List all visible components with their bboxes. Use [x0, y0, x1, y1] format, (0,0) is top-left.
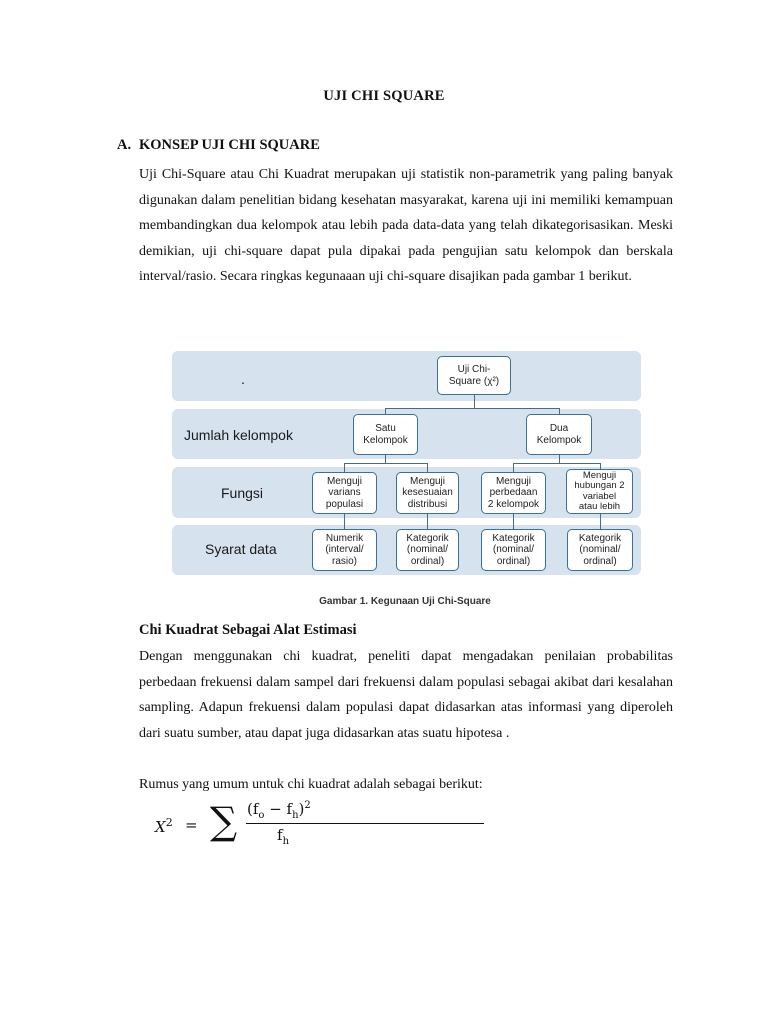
- node-fungsi-1: Menguji varians populasi: [312, 472, 377, 514]
- section-number: A.: [117, 137, 132, 153]
- figure-caption: Gambar 1. Kegunaan Uji Chi-Square: [319, 596, 491, 607]
- node-root: Uji Chi- Square (χ²): [437, 356, 511, 395]
- band-label-fungsi: Fungsi: [221, 485, 264, 501]
- node-syarat-1: Numerik (interval/ rasio): [312, 529, 377, 571]
- subheading: Chi Kuadrat Sebagai Alat Estimasi: [139, 622, 357, 638]
- formula-fraction-bar: [246, 823, 484, 824]
- intro-paragraph: Uji Chi-Square atau Chi Kuadrat merupakan uji statistik non-parametrik yang paling banyak digunakan dalam penelitian bidang kesehatan masyarakat, karena uji ini memiliki kemampuan membandingkan dua kelompok atau lebih pada data-data yang telah dikategorisasikan. Meski demikian, uji chi-square dapat pula dipakai pada pengujian satu kelompok dan berskala interval/rasio. Secara ringkas kegunaaan uji chi-square disajikan pada gambar 1 berikut.: [139, 167, 673, 285]
- node-fungsi-4: Menguji hubungan 2 variabel atau lebih: [566, 469, 633, 514]
- node-satu-kelompok: Satu Kelompok: [353, 414, 418, 455]
- usage-diagram: [172, 351, 642, 577]
- band-label-syarat: Syarat data: [205, 541, 277, 557]
- formula-equals: =: [185, 816, 198, 834]
- section-title: KONSEP UJI CHI SQUARE: [139, 137, 320, 153]
- node-syarat-2: Kategorik (nominal/ ordinal): [396, 529, 459, 571]
- band-dot: .: [241, 371, 245, 387]
- formula-intro: Rumus yang umum untuk chi kuadrat adalah sebagai berikut:: [139, 777, 483, 792]
- formula-sum-symbol: ∑: [210, 799, 238, 843]
- formula-numerator: $(f_o - f_h)^2$: [247, 800, 311, 821]
- document-title: UJI CHI SQUARE: [323, 88, 445, 104]
- band-label-jumlah: Jumlah kelompok: [184, 427, 293, 443]
- node-syarat-4: Kategorik (nominal/ ordinal): [567, 529, 633, 571]
- formula-lhs: $X^2$: [155, 816, 173, 836]
- estimation-paragraph: Dengan menggunakan chi kuadrat, peneliti dapat mengadakan penilaian probabilitas perbedaan frekuensi dalam sampel dari frekuensi dalam populasi sebagai akibat dari kesalahan sampling. Adapun frekuensi dalam populasi dapat didasarkan atas informasi yang diperoleh dari suatu sumber, atau dapat juga didasarkan atas suatu hipotesa .: [139, 649, 673, 741]
- section-heading: [117, 137, 320, 154]
- node-fungsi-3: Menguji perbedaan 2 kelompok: [481, 472, 546, 514]
- node-syarat-3: Kategorik (nominal/ ordinal): [481, 529, 546, 571]
- formula-denominator: $f_h$: [277, 826, 290, 847]
- node-dua-kelompok: Dua Kelompok: [526, 414, 592, 455]
- node-fungsi-2: Menguji kesesuaian distribusi: [396, 472, 459, 514]
